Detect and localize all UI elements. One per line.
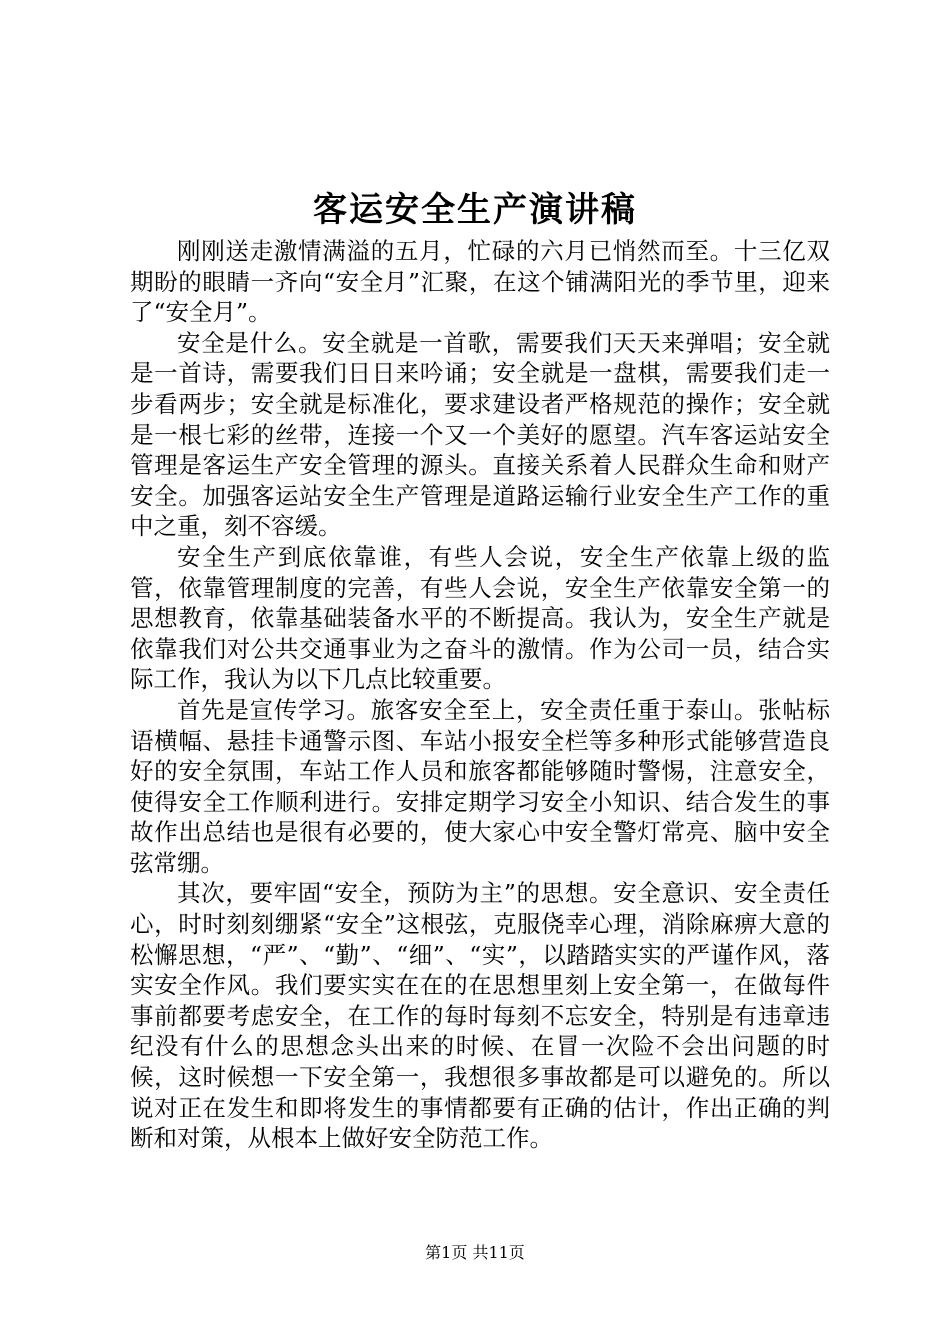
paragraph: 其次，要牢固“安全，预防为主”的思想。安全意识、安全责任心，时时刻刻绷紧“安全”这根弦，克服侥幸心理，消除麻痹大意的松懈思想，“严”、“勤”、“细”、“实”，以踏踏实实的严谨作风，落实安全作风。我们要实实在在的在思想里刻上安全第一，在做每件事前都要考虑安全，在工作的每时每刻不忘安全，特别是有违章违纪没有什么的思想念头出来的时候、在冒一次险不会出问题的时候，这时候想一下安全第一，我想很多事故都是可以避免的。所以说对正在发生和即将发生的事情都要有正确的估计，作出正确的判断和对策，从根本上做好安全防范工作。 bbox=[130, 879, 830, 1153]
paragraph: 首先是宣传学习。旅客安全至上，安全责任重于泰山。张帖标语横幅、悬挂卡通警示图、车站小报安全栏等多种形式能够营造良好的安全氛围，车站工作人员和旅客都能够随时警惕，注意安全，使得安全工作顺利进行。安排定期学习安全小知识、结合发生的事故作出总结也是很有必要的，使大家心中安全警灯常亮、脑中安全弦常绷。 bbox=[130, 695, 830, 877]
document-body bbox=[130, 236, 830, 1154]
document-title: 客运安全生产演讲稿 bbox=[313, 190, 637, 230]
page-footer: 第1页 共11页 bbox=[425, 1243, 525, 1262]
paragraph: 安全生产到底依靠谁，有些人会说，安全生产依靠上级的监管，依靠管理制度的完善，有些人会说，安全生产依靠安全第一的思想教育，依靠基础装备水平的不断提高。我认为，安全生产就是依靠我们对公共交通事业为之奋斗的激情。作为公司一员，结合实际工作，我认为以下几点比较重要。 bbox=[130, 542, 830, 694]
paragraph: 安全是什么。安全就是一首歌，需要我们天天来弹唱；安全就是一首诗，需要我们日日来吟诵；安全就是一盘棋，需要我们走一步看两步；安全就是标准化，要求建设者严格规范的操作；安全就是一根七彩的丝带，连接一个又一个美好的愿望。汽车客运站安全管理是客运生产安全管理的源头。直接关系着人民群众生命和财产安全。加强客运站安全生产管理是道路运输行业安全生产工作的重中之重，刻不容缓。 bbox=[130, 328, 830, 541]
paragraph: 刚刚送走激情满溢的五月，忙碌的六月已悄然而至。十三亿双期盼的眼睛一齐向“安全月”汇聚，在这个铺满阳光的季节里，迎来了“安全月”。 bbox=[130, 237, 830, 327]
